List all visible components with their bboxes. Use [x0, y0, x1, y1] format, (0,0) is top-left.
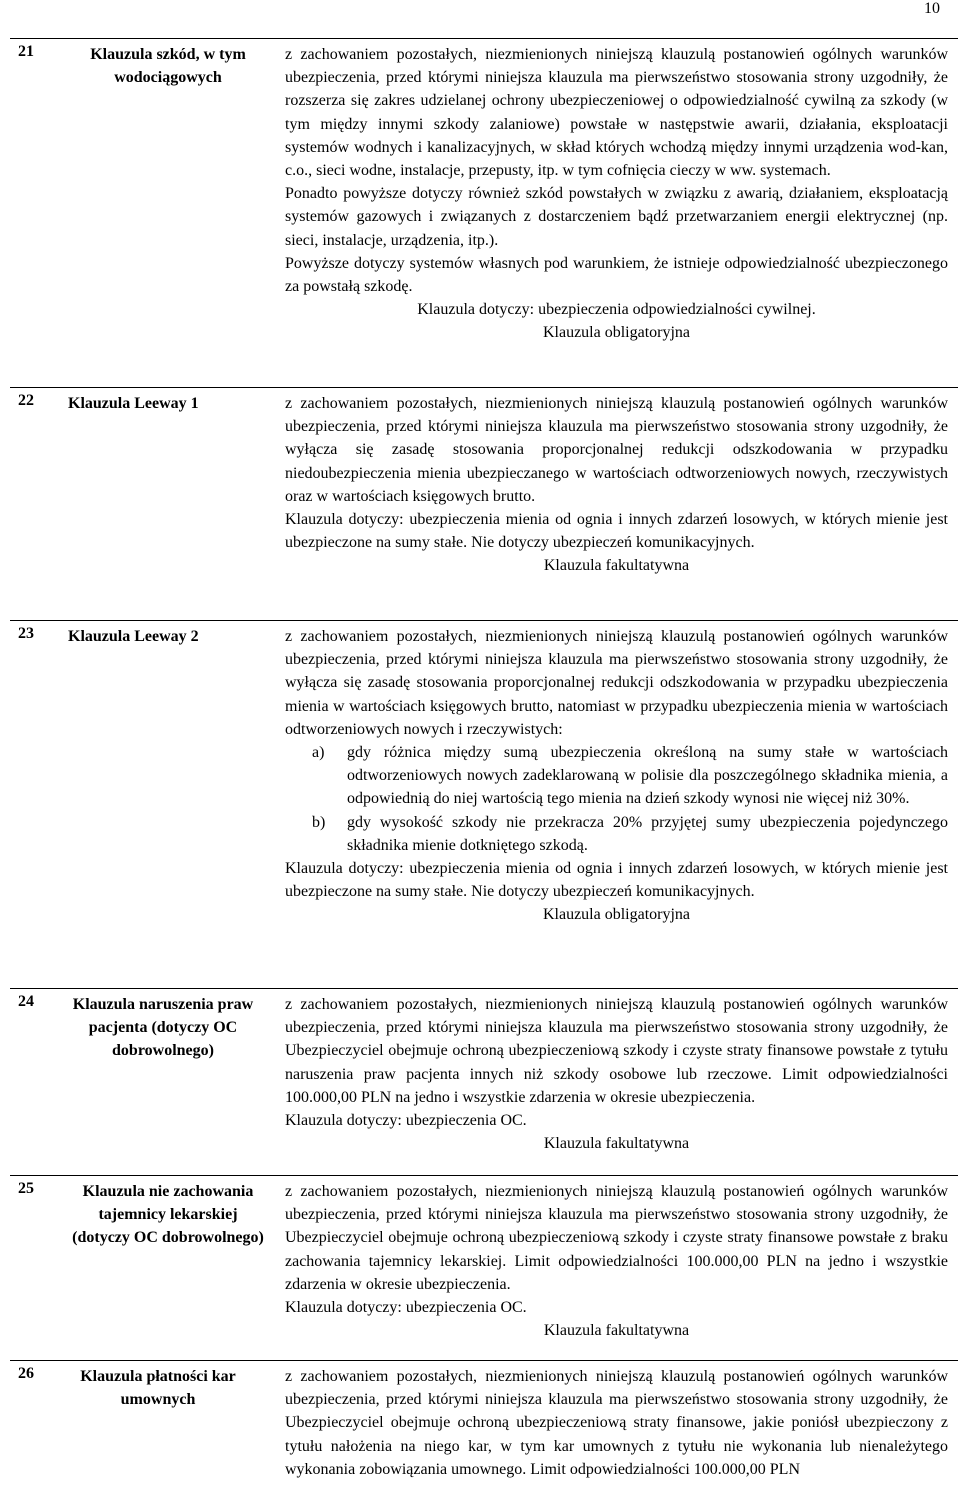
clause-paragraph: Ponadto powyższe dotyczy również szkód powstałych w związku z awarią, działaniem, eksploatacją systemów gazowych i związanych z dostarczeniem bądź przetwarzaniem energii elektrycznej (np. sieci, instalacje, urządzenia, itp.). — [285, 185, 948, 249]
clause-number: 23 — [18, 625, 34, 642]
clause-paragraph: Powyższe dotyczy systemów własnych pod warunkiem, że istnieje odpowiedzialność ubezpieczonego za powstałą szkodę. — [285, 254, 948, 296]
clause-title: Klauzula nie zachowania tajemnicy lekarskiej (dotyczy OC dobrowolnego) — [72, 1183, 264, 1246]
clause-applies-to: Klauzula dotyczy: ubezpieczenia odpowiedzialności cywilnej. — [417, 301, 816, 319]
clause-row-26 — [10, 1360, 958, 1505]
clause-body — [285, 1365, 948, 1481]
clause-type: Klauzula obligatoryjna — [542, 906, 691, 924]
clause-type: Klauzula fakultatywna — [543, 1322, 690, 1340]
clause-paragraph: z zachowaniem pozostałych, niezmienionych niniejszą klauzulą postanowień ogólnych warunków ubezpieczenia, przed którymi niniejsza klauzula ma pierwszeństwo stosowania strony uzgodniły, że wyłącza się zasadę stosowania proporcjonalnej redukcji odszkodowania w przypadku ubezpieczenia mienia w wartościach księgowych brutto, natomiast w przypadku ubezpieczenia mienia w wartościach odtworzeniowych nowych i rzeczywistych: — [285, 628, 948, 738]
list-item-label: a) — [312, 744, 325, 762]
page-number: 10 — [924, 0, 940, 17]
clause-row-23 — [10, 620, 958, 989]
clause-body — [285, 993, 948, 1155]
clause-row-25 — [10, 1175, 958, 1361]
clause-type: Klauzula fakultatywna — [543, 557, 690, 575]
clause-number: 22 — [18, 392, 34, 409]
clause-paragraph: z zachowaniem pozostałych, niezmienionych niniejszą klauzulą postanowień ogólnych warunków ubezpieczenia, przed którymi niniejsza klauzula ma pierwszeństwo stosowania strony uzgodniły, że Ubezpieczyciel obejmuje ochroną ubezpieczeniową straty finansowe, jakie poniósł ubezpieczony z tytułu nałożenia na niego kar, w tym kar umownych z tytułu nie wykonania lub nienależytego wykonania zobowiązania umownego. Limit odpowiedzialności 100.000,00 PLN — [285, 1368, 948, 1478]
clause-body — [285, 43, 948, 345]
clause-paragraph: z zachowaniem pozostałych, niezmienionych niniejszą klauzulą postanowień ogólnych warunków ubezpieczenia, przed którymi niniejsza klauzula ma pierwszeństwo stosowania strony uzgodniły, że Ubezpieczyciel obejmuje ochroną ubezpieczeniową szkody i czyste straty finansowe powstałe z braku zachowania tajemnicy lekarskiej. Limit odpowiedzialności 100.000,00 PLN na jedno i wszystkie zdarzenia w okresie ubezpieczenia. — [285, 1183, 948, 1293]
clause-paragraph: z zachowaniem pozostałych, niezmienionych niniejszą klauzulą postanowień ogólnych warunków ubezpieczenia, przed którymi niniejsza klauzula ma pierwszeństwo stosowania strony uzgodniły, że rozszerza się zakres udzielanej ochrony ubezpieczeniowej o odpowiedzialność cywilną za szkody (w tym między innymi szkody zalaniowe) powstałe w następstwie awarii, działania, eksploatacji systemów wodnych i kanalizacyjnych, w skład których wchodzą między innymi urządzenia wod-kan, c.o., sieci wodne, instalacje, przepusty, itp. w tym cofnięcia cieczy w ww. systemach. — [285, 46, 948, 180]
list-item — [285, 741, 948, 811]
clause-number: 24 — [18, 993, 34, 1010]
clause-body — [285, 625, 948, 927]
list-item-text: gdy wysokość szkody nie przekracza 20% przyjętej sumy ubezpieczenia pojedynczego składnika mienie dotkniętego szkodą. — [347, 813, 948, 854]
list-item-label: b) — [312, 813, 326, 831]
clause-number: 26 — [18, 1365, 34, 1382]
clause-paragraph: z zachowaniem pozostałych, niezmienionych niniejszą klauzulą postanowień ogólnych warunków ubezpieczenia, przed którymi niniejsza klauzula ma pierwszeństwo stosowania strony uzgodniły, że wyłącza się zasadę stosowania proporcjonalnej redukcji odszkodowania w przypadku niedoubezpieczenia mienia ubezpieczanego w wartościach odtworzeniowych nowych, rzeczywistych oraz w wartościach księgowych brutto. — [285, 395, 948, 505]
clause-row-22 — [10, 387, 958, 621]
clause-title: Klauzula płatności kar umownych — [80, 1368, 236, 1408]
clause-type: Klauzula fakultatywna — [543, 1135, 690, 1153]
clause-title: Klauzula szkód, w tym wodociągowych — [90, 46, 246, 86]
clause-paragraph: z zachowaniem pozostałych, niezmienionych niniejszą klauzulą postanowień ogólnych warunków ubezpieczenia, przed którymi niniejsza klauzula ma pierwszeństwo stosowania strony uzgodniły, że Ubezpieczyciel obejmuje ochroną ubezpieczeniową szkody i czyste straty finansowe powstałe z tytułu naruszenia praw pacjenta innych niż szkody osobowe lub rzeczowe. Limit odpowiedzialności 100.000,00 PLN na jedno i wszystkie zdarzenia w okresie ubezpieczenia. — [285, 996, 948, 1106]
clause-title: Klauzula naruszenia praw pacjenta (dotyczy OC dobrowolnego) — [72, 996, 254, 1059]
clause-row-21 — [10, 38, 958, 388]
clause-row-24 — [10, 988, 958, 1176]
clause-number: 25 — [18, 1180, 34, 1197]
clause-body — [285, 392, 948, 578]
clause-applies-to: Klauzula dotyczy: ubezpieczenia OC. — [285, 1112, 527, 1130]
clause-number: 21 — [18, 43, 34, 60]
clause-applies-to: Klauzula dotyczy: ubezpieczenia OC. — [285, 1299, 527, 1317]
clause-body — [285, 1180, 948, 1342]
clause-applies-to: Klauzula dotyczy: ubezpieczenia mienia od ognia i innych zdarzeń losowych, w których mienie jest ubezpieczone na sumy stałe. Nie dotyczy ubezpieczeń komunikacyjnych. — [285, 860, 948, 901]
clause-applies-to: Klauzula dotyczy: ubezpieczenia mienia od ognia i innych zdarzeń losowych, w których mienie jest ubezpieczone na sumy stałe. Nie dotyczy ubezpieczeń komunikacyjnych. — [285, 511, 948, 552]
clause-title: Klauzula Leeway 1 — [68, 395, 199, 412]
clause-type: Klauzula obligatoryjna — [542, 324, 691, 342]
list-item — [285, 811, 948, 857]
clause-title: Klauzula Leeway 2 — [68, 628, 199, 645]
list-item-text: gdy różnica między sumą ubezpieczenia określoną na sumy stałe w wartościach odtworzeniowych nowych zadeklarowaną w polisie dla poszczególnego składnika mienia, a odpowiednią do niej wartością tego mienia na dzień szkody wynosi nie więcej niż 30%. — [347, 744, 948, 808]
